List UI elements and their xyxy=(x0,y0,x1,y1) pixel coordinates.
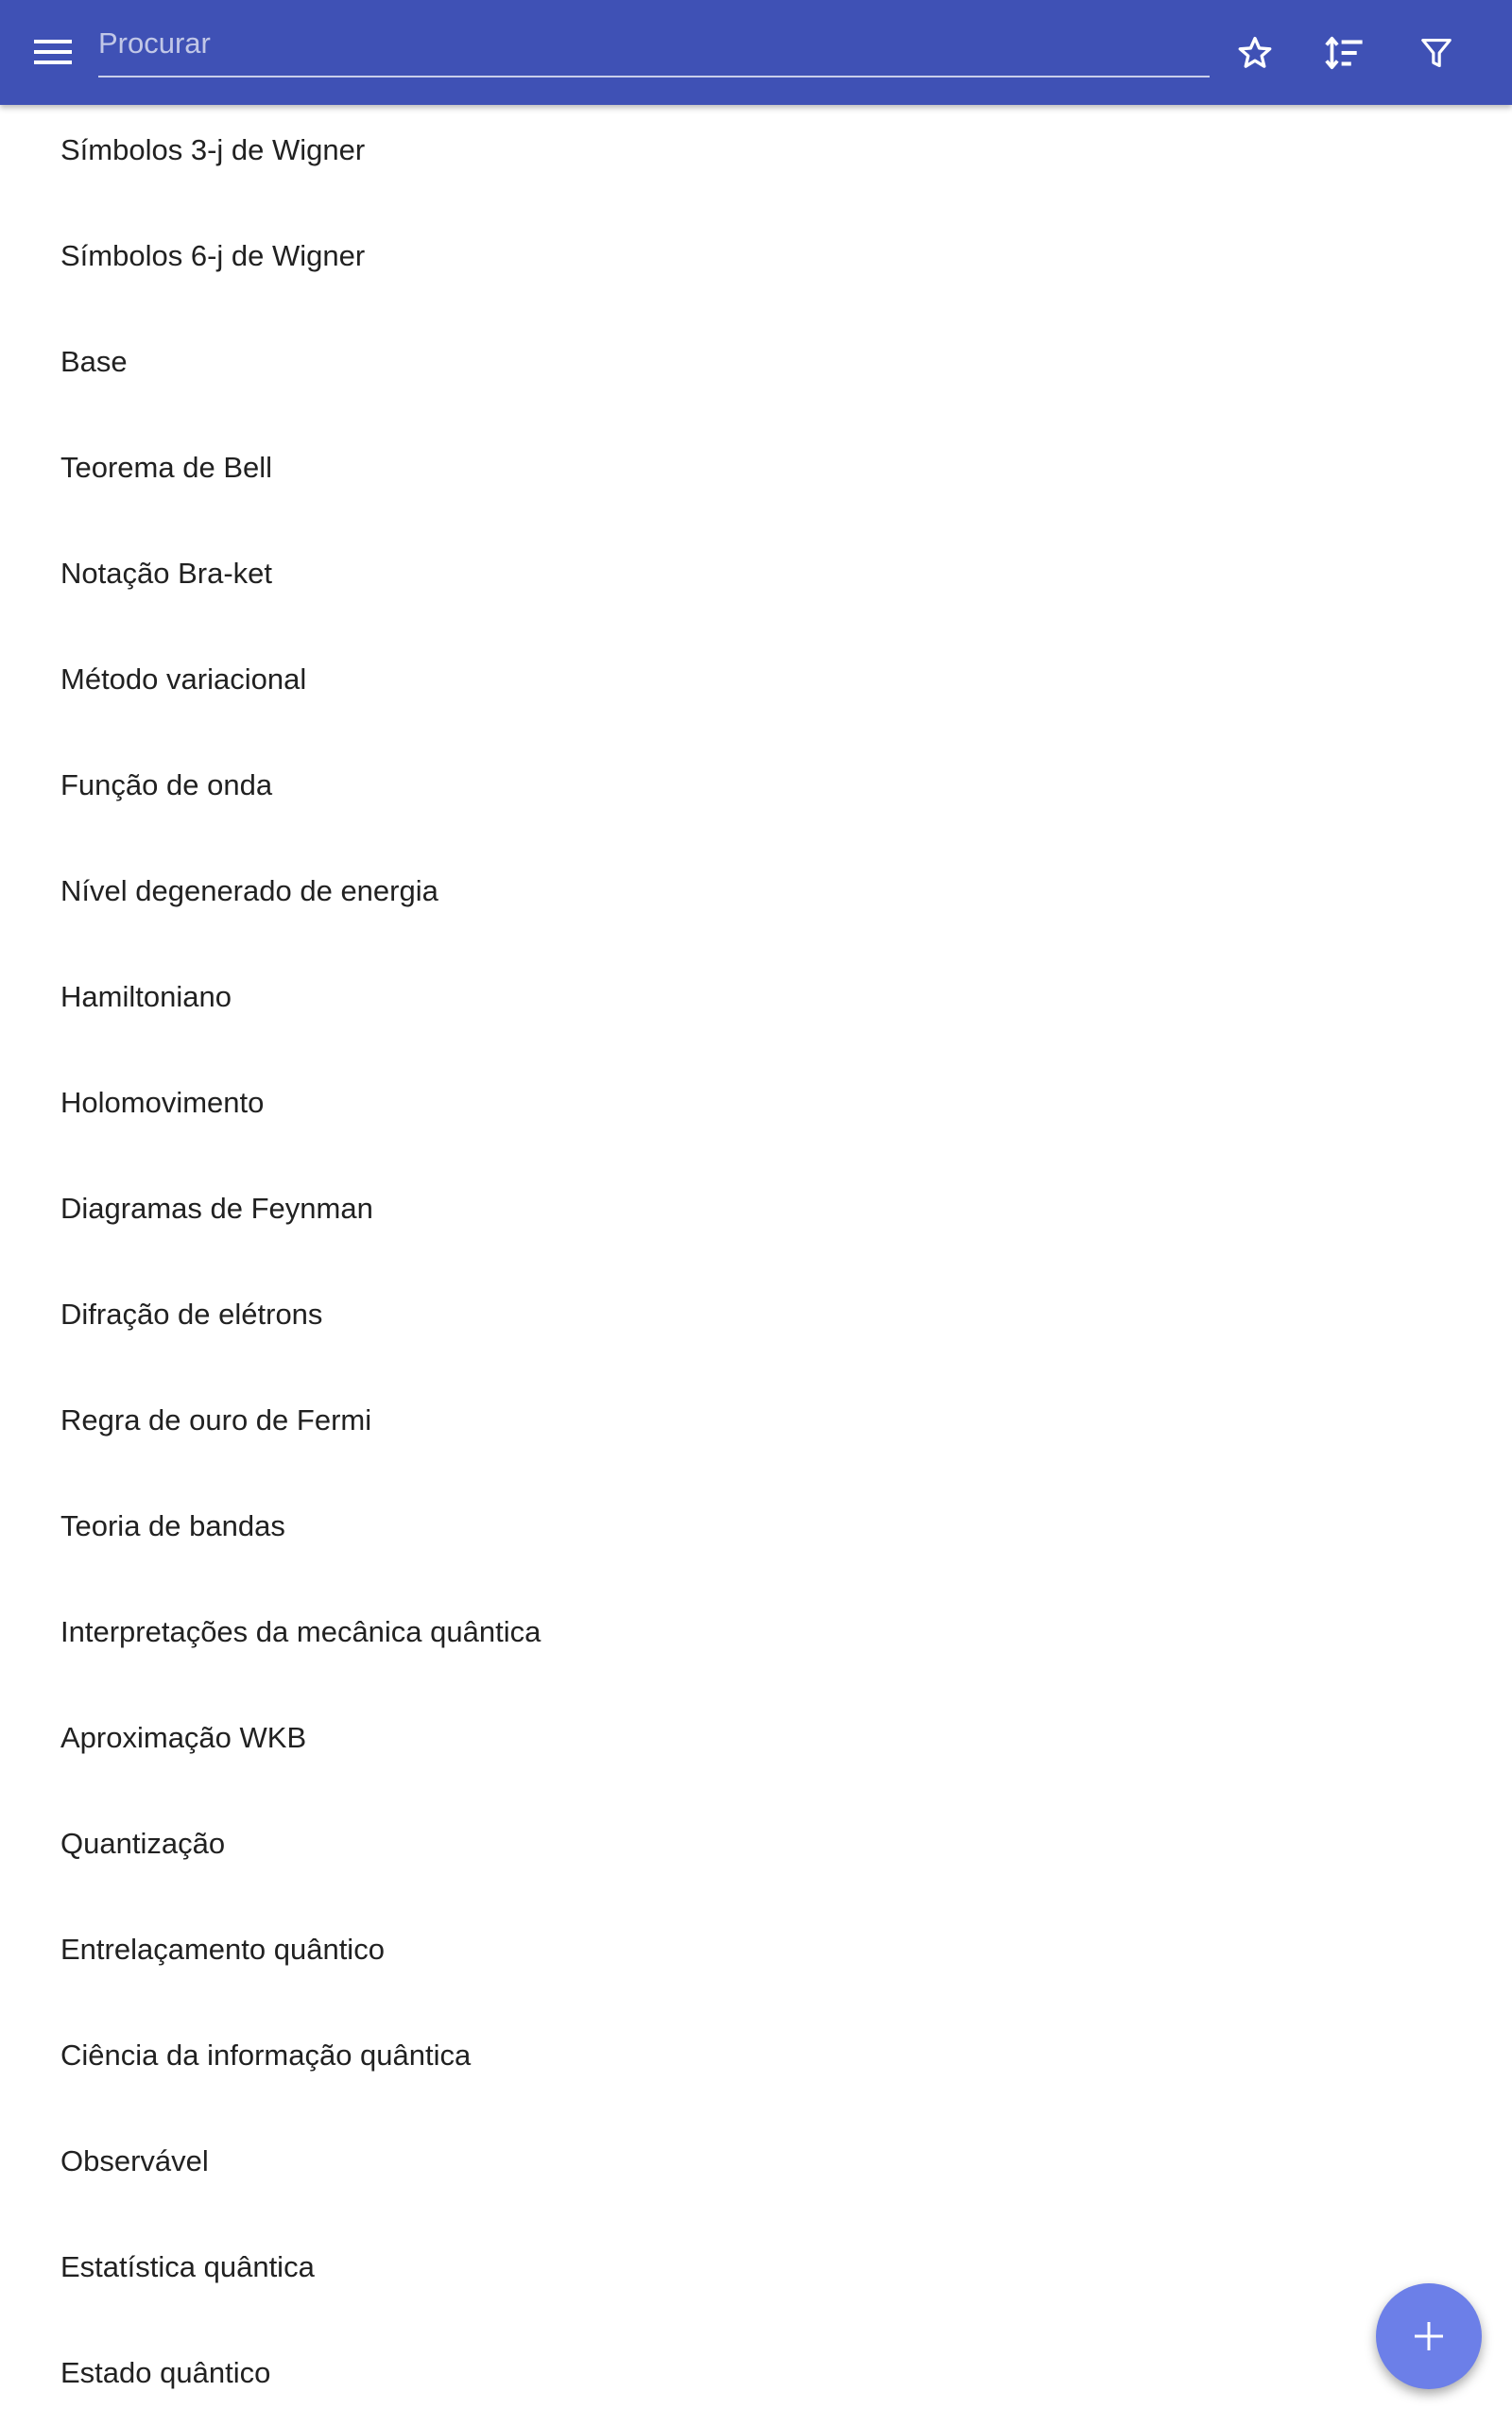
list-item[interactable]: Estado quântico xyxy=(60,2356,271,2389)
menu-icon xyxy=(34,38,72,66)
list-item[interactable]: Teorema de Bell xyxy=(60,451,273,484)
filter-button[interactable] xyxy=(1404,21,1469,85)
list-item[interactable]: Ciência da informação quântica xyxy=(60,2039,472,2072)
list-item[interactable]: Holomovimento xyxy=(60,1086,265,1119)
list-item[interactable]: Símbolos 6-j de Wigner xyxy=(60,239,366,272)
list-item[interactable]: Base xyxy=(60,345,128,378)
list-item[interactable]: Regra de ouro de Fermi xyxy=(60,1403,372,1437)
favorites-button[interactable] xyxy=(1223,21,1287,85)
search-field xyxy=(98,13,1210,77)
list-item[interactable]: Observável xyxy=(60,2144,209,2177)
list-item[interactable]: Método variacional xyxy=(60,662,307,696)
sort-icon xyxy=(1324,33,1366,73)
list-item[interactable]: Diagramas de Feynman xyxy=(60,1192,373,1225)
list-item[interactable]: Entrelaçamento quântico xyxy=(60,1933,385,1966)
list-item[interactable]: Hamiltoniano xyxy=(60,980,232,1013)
list-item[interactable]: Estatística quântica xyxy=(60,2250,315,2283)
list-item[interactable]: Função de onda xyxy=(60,768,273,801)
list-item[interactable]: Aproximação WKB xyxy=(60,1721,307,1754)
search-input[interactable] xyxy=(98,13,1210,74)
list-item[interactable]: Teoria de bandas xyxy=(60,1509,285,1542)
list-item[interactable]: Símbolos 3-j de Wigner xyxy=(60,133,366,166)
sort-button[interactable] xyxy=(1313,21,1377,85)
list-item[interactable]: Difração de elétrons xyxy=(60,1298,323,1331)
add-button[interactable] xyxy=(1376,2283,1482,2389)
filter-icon xyxy=(1418,34,1454,72)
plus-icon xyxy=(1413,2320,1445,2352)
app-bar xyxy=(0,0,1512,105)
star-outline-icon xyxy=(1235,33,1275,73)
list-item[interactable]: Notação Bra-ket xyxy=(60,557,272,590)
list-item[interactable]: Interpretações da mecânica quântica xyxy=(60,1615,541,1648)
list-item[interactable]: Nível degenerado de energia xyxy=(60,874,438,907)
topic-list xyxy=(0,97,1512,2426)
menu-button[interactable] xyxy=(21,20,85,84)
list-item[interactable]: Quantização xyxy=(60,1827,226,1860)
